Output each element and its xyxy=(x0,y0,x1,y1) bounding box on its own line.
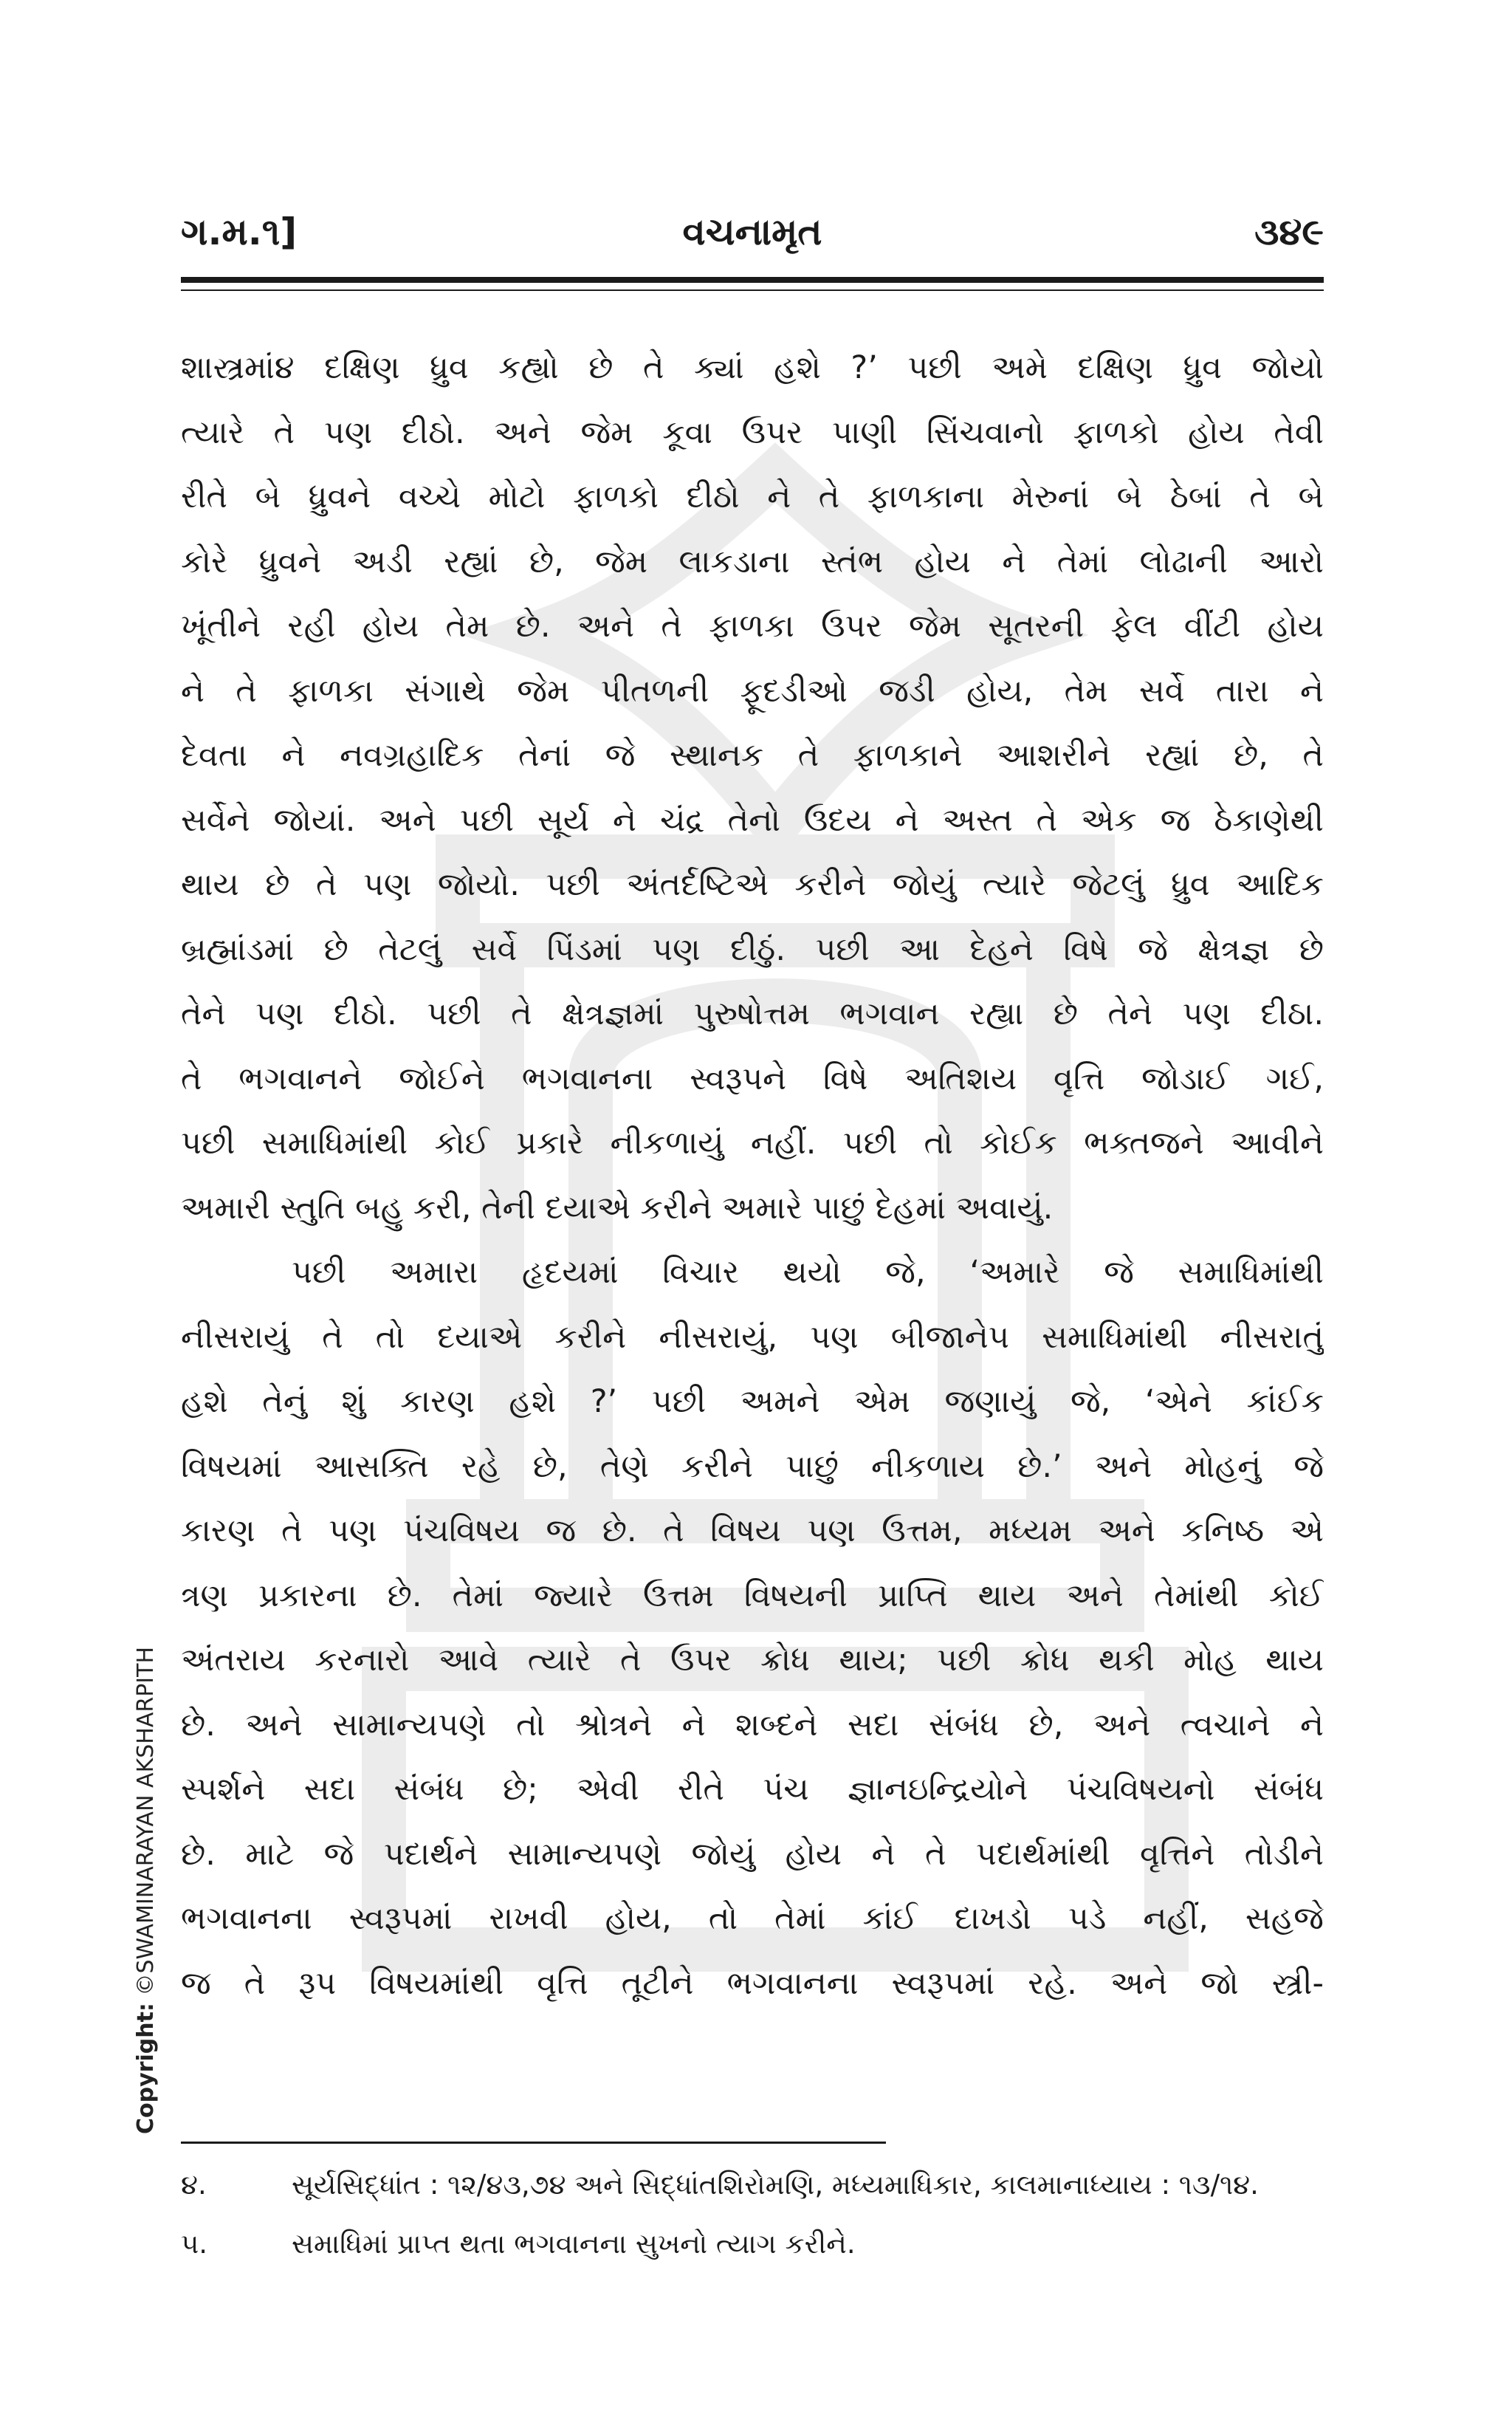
text-line: ત્યારે તે પણ દીઠો. અને જેમ કૂવા ઉપર પાણી સિંચવાનો ફાળકો હોય તેવી xyxy=(181,414,1324,451)
page-header xyxy=(181,210,1324,270)
header-section-ref: ગ.મ.૧] xyxy=(181,210,298,253)
copyright-notice xyxy=(133,1647,159,2134)
footnote-number: ૪. xyxy=(181,2169,207,2201)
text-line: અમારી સ્તુતિ બહુ કરી, તેની દયાએ કરીને અમારે પાછું દેહમાં અવાયું. xyxy=(181,1189,1054,1227)
text-line: સ્પર્શને સદા સંબંધ છે; એવી રીતે પંચ જ્ઞાનઇન્દ્રિયોને પંચવિષયનો સંબંધ xyxy=(181,1771,1324,1808)
footnote-separator xyxy=(181,2142,886,2144)
text-line: ભગવાનના સ્વરૂપમાં રાખવી હોય, તો તેમાં કાંઈ દાખડો પડે નહીં, સહજે xyxy=(181,1900,1324,1937)
text-line: જ તે રૂપ વિષયમાંથી વૃત્તિ તૂટીને ભગવાનના સ્વરૂપમાં રહે. અને જો સ્ત્રી- xyxy=(181,1964,1324,2002)
footnote-text: સૂર્યસિદ્ધાંત : ૧૨/૪૩,૭૪ અને સિદ્ધાંતશિરોમણિ, મધ્યમાધિકાર, કાલમાનાધ્યાય : ૧૩/૧૪. xyxy=(292,2169,1259,2201)
text-line: કોરે ધ્રુવને અડી રહ્યાં છે, જેમ લાકડાના સ્તંભ હોય ને તેમાં લોઢાની આરો xyxy=(181,543,1324,580)
text-line: સર્વેને જોયાં. અને પછી સૂર્ય ને ચંદ્ર તેનો ઉદય ને અસ્ત તે એક જ ઠેકાણેથી xyxy=(181,801,1324,839)
text-line-paragraph-start: પછી અમારા હૃદયમાં વિચાર થયો જે, ‘અમારે જે સમાધિમાંથી xyxy=(292,1254,1324,1291)
text-line: રીતે બે ધ્રુવને વચ્ચે મોટો ફાળકો દીઠો ને તે ફાળકાના મેરુનાં બે ઠેબાં તે બે xyxy=(181,479,1324,515)
header-title: વચનામૃત xyxy=(682,210,822,253)
text-line: થાય છે તે પણ જોયો. પછી અંતર્દષ્ટિએ કરીને જોયું ત્યારે જેટલું ધ્રુવ આદિક xyxy=(181,866,1324,903)
text-line: છે. માટે જે પદાર્થને સામાન્યપણે જોયું હોય ને તે પદાર્થમાંથી વૃત્તિને તોડીને xyxy=(181,1835,1324,1873)
text-line: વિષયમાં આસક્તિ રહે છે, તેણે કરીને પાછું નીકળાય છે.’ અને મોહનું જે xyxy=(181,1447,1324,1485)
page-number: ૩૪૯ xyxy=(1254,210,1324,253)
text-line: કારણ તે પણ પંચવિષય જ છે. તે વિષય પણ ઉત્તમ, મધ્યમ અને કનિષ્ઠ એ xyxy=(181,1512,1324,1549)
header-rule-thin xyxy=(181,289,1324,291)
text-line: ખૂંતીને રહી હોય તેમ છે. અને તે ફાળકા ઉપર જેમ સૂતરની ફેલ વીંટી હોય xyxy=(181,608,1324,645)
footnotes xyxy=(181,2160,1324,2269)
text-line: દેવતા ને નવગ્રહાદિક તેનાં જે સ્થાનક તે ફાળકાને આશરીને રહ્યાં છે, તે xyxy=(181,737,1324,774)
text-line: નીસરાયું તે તો દયાએ કરીને નીસરાયું, પણ બીજાને૫ સમાધિમાંથી નીસરાતું xyxy=(181,1318,1324,1356)
text-line: ને તે ફાળકા સંગાથે જેમ પીતળની ફૂદડીઓ જડી હોય, તેમ સર્વે તારા ને xyxy=(181,672,1324,710)
text-line: ત્રણ પ્રકારના છે. તેમાં જ્યારે ઉત્તમ વિષયની પ્રાપ્તિ થાય અને તેમાંથી કોઈ xyxy=(181,1577,1324,1614)
text-line: બ્રહ્માંડમાં છે તેટલું સર્વે પિંડમાં પણ દીઠું. પછી આ દેહને વિષે જે ક્ષેત્રજ્ઞ છે xyxy=(181,930,1324,968)
text-line: છે. અને સામાન્યપણે તો શ્રોત્રને ને શબ્દને સદા સંબંધ છે, અને ત્વચાને ને xyxy=(181,1706,1324,1743)
copyright-label: Copyright: xyxy=(133,2003,159,2134)
text-line: પછી સમાધિમાંથી કોઈ પ્રકારે નીકળાયું નહીં. પછી તો કોઈક ભક્તજને આવીને xyxy=(181,1125,1324,1162)
footnote-5 xyxy=(181,2219,1324,2269)
footnote-text: સમાધિમાં પ્રાપ્ત થતા ભગવાનના સુખનો ત્યાગ કરીને. xyxy=(292,2228,856,2260)
footnote-number: ૫. xyxy=(181,2228,208,2260)
header-rule-thick xyxy=(181,277,1324,283)
footnote-4 xyxy=(181,2160,1324,2210)
body-text xyxy=(181,336,1324,2016)
copyright-holder: ©SWAMINARAYAN AKSHARPITH xyxy=(133,1646,159,1996)
text-line: હશે તેનું શું કારણ હશે ?’ પછી અમને એમ જણાયું જે, ‘એને કાંઈક xyxy=(181,1383,1324,1420)
text-line: તેને પણ દીઠો. પછી તે ક્ષેત્રજ્ઞમાં પુરુષોત્તમ ભગવાન રહ્યા છે તેને પણ દીઠા. xyxy=(181,995,1324,1032)
text-line: શાસ્ત્રમાં૪ દક્ષિણ ધ્રુવ કહ્યો છે તે ક્યાં હશે ?’ પછી અમે દક્ષિણ ધ્રુવ જોયો xyxy=(181,349,1324,386)
text-line: તે ભગવાનને જોઈને ભગવાનના સ્વરૂપને વિષે અતિશય વૃત્તિ જોડાઈ ગઈ, xyxy=(181,1060,1324,1097)
text-line: અંતરાય કરનારો આવે ત્યારે તે ઉપર ક્રોધ થાય; પછી ક્રોધ થકી મોહ થાય xyxy=(181,1642,1324,1679)
